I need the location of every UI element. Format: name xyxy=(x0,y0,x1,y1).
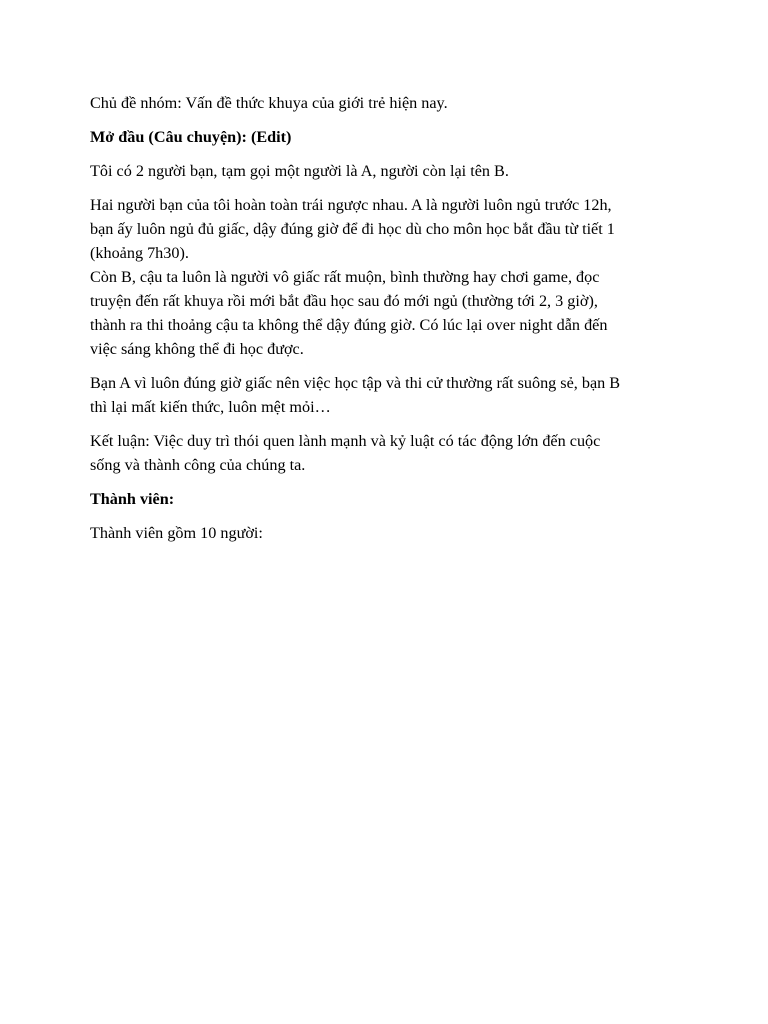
paragraph-conclusion xyxy=(90,429,680,477)
text-line: Bạn A vì luôn đúng giờ giấc nên việc học tập và thi cử thường rất suông sẻ, bạn B xyxy=(90,374,621,392)
text-line: Còn B, cậu ta luôn là người vô giấc rất muộn, bình thường hay chơi game, đọc xyxy=(90,268,600,286)
paragraph-friends: Tôi có 2 người bạn, tạm gọi một người là A, người còn lại tên B. xyxy=(90,162,509,180)
text-line: (khoảng 7h30). xyxy=(90,244,189,262)
text-line: truyện đến rất khuya rồi mới bắt đầu học sau đó mới ngủ (thường tới 2, 3 giờ), xyxy=(90,292,598,310)
paragraph-person-a xyxy=(90,193,680,265)
text-line: thì lại mất kiến thức, luôn mệt mỏi… xyxy=(90,398,331,416)
text-line: Hai người bạn của tôi hoàn toàn trái ngược nhau. A là người luôn ngủ trước 12h, xyxy=(90,196,612,214)
paragraph-person-b xyxy=(90,265,680,361)
text-line: việc sáng không thể đi học được. xyxy=(90,340,304,358)
topic-line: Chủ đề nhóm: Vấn đề thức khuya của giới trẻ hiện nay. xyxy=(90,94,448,112)
paragraph-comparison xyxy=(90,371,680,419)
text-line: bạn ấy luôn ngủ đủ giấc, dậy đúng giờ để đi học dù cho môn học bắt đầu từ tiết 1 xyxy=(90,220,615,238)
text-line: thành ra thi thoảng cậu ta không thể dậy đúng giờ. Có lúc lại over night dẫn đến xyxy=(90,316,608,334)
document-body xyxy=(90,91,680,555)
members-text: Thành viên gồm 10 người: xyxy=(90,524,263,542)
intro-heading: Mở đầu (Câu chuyện): (Edit) xyxy=(90,128,292,146)
members-heading: Thành viên: xyxy=(90,490,175,508)
text-line: sống và thành công của chúng ta. xyxy=(90,456,306,474)
text-line: Kết luận: Việc duy trì thói quen lành mạnh và kỷ luật có tác động lớn đến cuộc xyxy=(90,432,601,450)
